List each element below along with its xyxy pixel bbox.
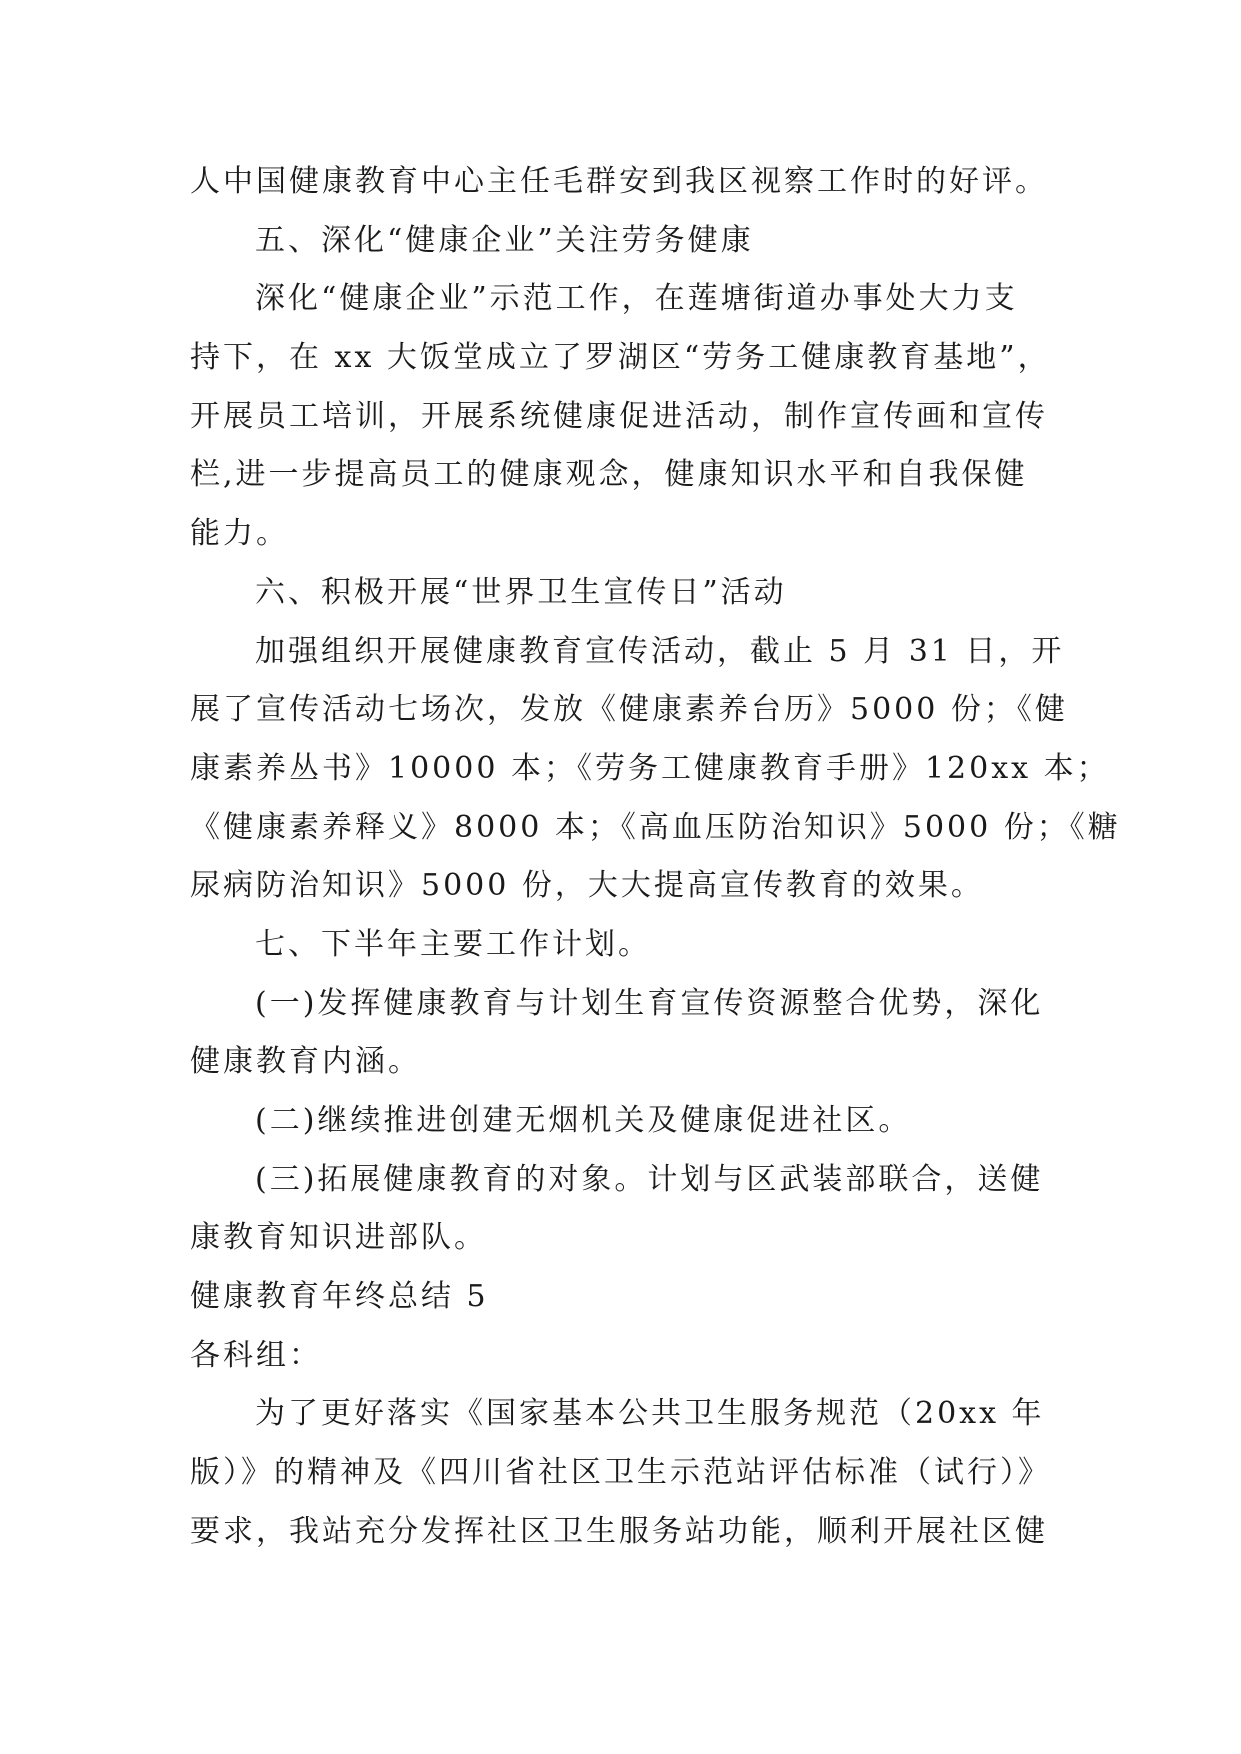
paragraph-line: 要求，我站充分发挥社区卫生服务站功能，顺利开展社区健 (190, 1513, 1048, 1549)
paragraph-line: 加强组织开展健康教育宣传活动，截止 5 月 31 日，开 (255, 633, 1065, 669)
paragraph-line: 展了宣传活动七场次，发放《健康素养台历》5000 份；《健 (190, 692, 1068, 728)
section-heading-7: 七、下半年主要工作计划。 (255, 926, 651, 962)
paragraph-line: 开展员工培训，开展系统健康促进活动，制作宣传画和宣传 (190, 398, 1048, 434)
section-heading-6: 六、积极开展“世界卫生宣传日”活动 (255, 574, 787, 610)
section-heading-5: 五、深化“健康企业”关注劳务健康 (255, 222, 754, 258)
plan-item-2: (二)继续推进创建无烟机关及健康促进社区。 (255, 1103, 912, 1138)
paragraph-line: 健康教育内涵。 (190, 1044, 421, 1080)
paragraph-line: 《健康素养释义》8000 本；《高血压防治知识》5000 份；《糖 (190, 809, 1121, 845)
paragraph-line: 为了更好落实《国家基本公共卫生服务规范（20xx 年 (255, 1396, 1045, 1432)
paragraph-line: 尿病防治知识》5000 份，大大提高宣传教育的效果。 (190, 868, 984, 904)
document-body (190, 153, 1150, 1562)
document-title: 健康教育年终总结 5 (190, 1279, 489, 1315)
plan-item-3: (三)拓展健康教育的对象。计划与区武装部联合，送健 (255, 1161, 1044, 1197)
paragraph-line: 人中国健康教育中心主任毛群安到我区视察工作时的好评。 (190, 164, 1048, 199)
paragraph-line: 康素养丛书》10000 本；《劳务工健康教育手册》120xx 本； (190, 750, 1110, 786)
paragraph-line: 康教育知识进部队。 (190, 1220, 487, 1256)
paragraph-line: 版）》的精神及《四川省社区卫生示范站评估标准（试行）》 (190, 1455, 1051, 1491)
paragraph-line: 能力。 (190, 516, 289, 552)
paragraph-line: 深化“健康企业”示范工作，在莲塘街道办事处大力支 (255, 281, 1018, 317)
salutation: 各科组： (190, 1337, 322, 1373)
paragraph-line: 持下，在 xx 大饭堂成立了罗湖区“劳务工健康教育基地”， (190, 340, 1051, 376)
paragraph-line: 栏,进一步提高员工的健康观念，健康知识水平和自我保健 (190, 457, 1028, 493)
plan-item-1: (一)发挥健康教育与计划生育宣传资源整合优势，深化 (255, 985, 1044, 1021)
